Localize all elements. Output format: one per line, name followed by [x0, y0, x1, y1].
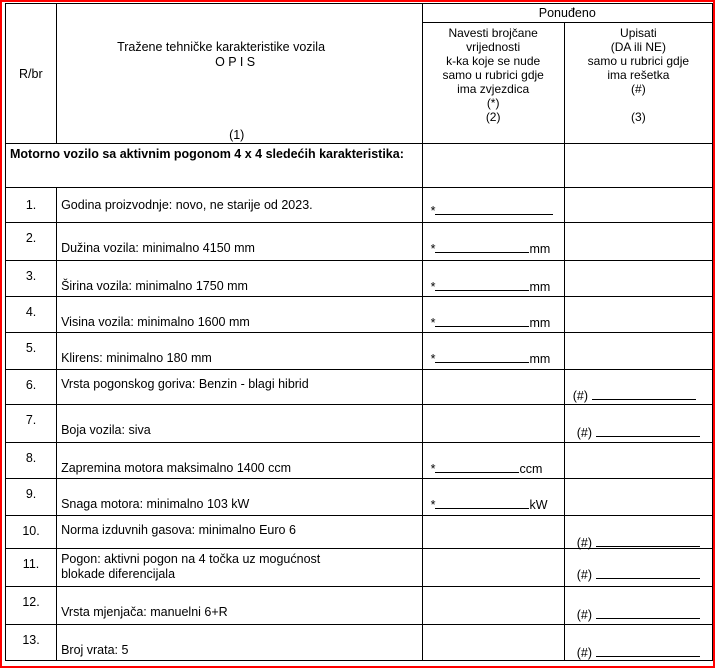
- unit-label: kW: [529, 498, 548, 512]
- col3-line: (3): [631, 110, 646, 124]
- row-description: Zapremina motora maksimalno 1400 ccm: [61, 461, 292, 475]
- rbr-header-cell: [6, 4, 57, 144]
- table-row: [6, 443, 713, 479]
- row-number-cell: [6, 188, 57, 223]
- row-number-cell: [6, 261, 57, 297]
- row-number: 4.: [25, 305, 37, 319]
- opis-title: Tražene tehničke karakteristike vozila: [117, 40, 326, 54]
- col2-line: k-ka koje se nude: [446, 54, 541, 68]
- ponudjeno-header: [422, 4, 712, 23]
- value-entry[interactable]: [431, 240, 551, 256]
- row-number-cell: [6, 516, 57, 549]
- row-number: 1.: [25, 198, 37, 212]
- row-number: 13.: [22, 633, 40, 647]
- row-number-cell: [6, 625, 57, 661]
- yesno-blank-line[interactable]: [596, 606, 700, 619]
- row-description-cell: [57, 479, 423, 516]
- row-description-cell: [57, 443, 423, 479]
- value-blank-line[interactable]: [435, 496, 529, 509]
- row-description: Širina vozila: minimalno 1750 mm: [61, 279, 248, 293]
- ponudjeno-label: Ponuđeno: [538, 6, 596, 20]
- col2-line: (*): [486, 96, 500, 110]
- col2-line: (2): [485, 110, 501, 124]
- col2-line: vrijednosti: [466, 40, 521, 54]
- table-row: [6, 587, 713, 625]
- table-row: [6, 549, 713, 587]
- yesno-entry[interactable]: [577, 606, 700, 622]
- row-number-cell: [6, 223, 57, 261]
- value-cell[interactable]: [422, 261, 564, 297]
- asterisk-marker: *: [430, 352, 436, 366]
- yesno-entry[interactable]: [577, 424, 700, 440]
- yesno-entry[interactable]: [573, 387, 696, 403]
- table-row: [6, 405, 713, 443]
- table-row: [6, 261, 713, 297]
- hash-marker: (#): [572, 389, 589, 403]
- section-title: Motorno vozilo sa aktivnim pogonom 4 x 4 sledećih karakteristika:: [6, 144, 423, 188]
- row-description: Boja vozila: siva: [61, 423, 151, 437]
- value-cell: [422, 625, 564, 661]
- table-row: [6, 479, 713, 516]
- yesno-blank-line[interactable]: [592, 387, 696, 400]
- value-cell[interactable]: [422, 223, 564, 261]
- row-number-cell: [6, 443, 57, 479]
- col2-line: ima zvjezdica: [457, 82, 530, 96]
- row-number-cell: [6, 549, 57, 587]
- yesno-cell[interactable]: [564, 587, 712, 625]
- yesno-blank-line[interactable]: [596, 566, 700, 579]
- value-cell: [422, 370, 564, 405]
- row-description-cell: [57, 261, 423, 297]
- row-description-cell: [57, 223, 423, 261]
- unit-label: mm: [529, 280, 551, 294]
- yesno-cell: [564, 223, 712, 261]
- row-number-cell: [6, 297, 57, 333]
- value-blank-line[interactable]: [435, 350, 529, 363]
- yesno-cell: [564, 479, 712, 516]
- row-number: 5.: [25, 341, 37, 355]
- value-blank-line[interactable]: [435, 202, 553, 215]
- yesno-entry[interactable]: [577, 566, 700, 582]
- row-number: 3.: [25, 269, 37, 283]
- yesno-cell[interactable]: [564, 370, 712, 405]
- row-number: 6.: [25, 378, 37, 392]
- value-blank-line[interactable]: [435, 460, 519, 473]
- yesno-cell[interactable]: [564, 549, 712, 587]
- value-entry[interactable]: [431, 350, 551, 366]
- col3-line: ima rešetka: [607, 68, 670, 82]
- row-description-cont: blokade diferencijala: [61, 567, 176, 581]
- rbr-header: R/br: [19, 67, 43, 81]
- row-description: Dužina vozila: minimalno 4150 mm: [61, 241, 255, 255]
- row-number-cell: [6, 370, 57, 405]
- row-number: 8.: [25, 451, 37, 465]
- asterisk-marker: *: [430, 462, 436, 476]
- col2-line: samo u rubrici gdje: [442, 68, 544, 82]
- value-entry[interactable]: [431, 460, 543, 476]
- yesno-cell: [564, 297, 712, 333]
- row-description-cell: [57, 405, 423, 443]
- col1-number: (1): [229, 128, 245, 142]
- value-cell[interactable]: [422, 333, 564, 370]
- row-description: Pogon: aktivni pogon na 4 točka uz mogućnost: [61, 552, 321, 566]
- col3-line: Upisati: [620, 26, 657, 40]
- row-description-cell: [57, 625, 423, 661]
- yesno-blank-line[interactable]: [596, 644, 700, 657]
- value-entry[interactable]: [431, 202, 554, 218]
- row-number: 2.: [25, 231, 37, 245]
- yesno-cell: [564, 333, 712, 370]
- asterisk-marker: *: [430, 316, 436, 330]
- yesno-blank-line[interactable]: [596, 424, 700, 437]
- row-number: 10.: [22, 524, 40, 538]
- unit-label: ccm: [519, 462, 543, 476]
- empty-cell: [564, 144, 712, 188]
- row-description-cell: [57, 549, 423, 587]
- asterisk-marker: *: [430, 242, 436, 256]
- table-row: [6, 333, 713, 370]
- value-blank-line[interactable]: [435, 278, 529, 291]
- yesno-cell: [564, 443, 712, 479]
- asterisk-marker: *: [430, 280, 436, 294]
- specification-table: [5, 3, 713, 661]
- opis-header-cell: [57, 4, 423, 144]
- row-number: 11.: [22, 557, 40, 571]
- col2-line: Navesti brojčane: [448, 26, 538, 40]
- row-number-cell: [6, 587, 57, 625]
- row-description-cell: [57, 297, 423, 333]
- value-blank-line[interactable]: [435, 314, 529, 327]
- row-description: Visina vozila: minimalno 1600 mm: [61, 315, 250, 329]
- value-cell[interactable]: [422, 479, 564, 516]
- col2-header: [422, 23, 564, 144]
- hash-marker: (#): [576, 646, 593, 660]
- col3-header: [564, 23, 712, 144]
- value-entry[interactable]: [431, 314, 551, 330]
- row-number-cell: [6, 405, 57, 443]
- unit-label: mm: [529, 352, 551, 366]
- yesno-cell[interactable]: [564, 625, 712, 661]
- hash-marker: (#): [576, 568, 593, 582]
- yesno-cell: [564, 188, 712, 223]
- row-description-cell: [57, 370, 423, 405]
- table-row: [6, 223, 713, 261]
- row-description: Broj vrata: 5: [61, 643, 129, 657]
- table-row: [6, 516, 713, 549]
- row-description-cell: [57, 188, 423, 223]
- col3-line: (DA ili NE): [610, 40, 667, 54]
- row-description: Godina proizvodnje: novo, ne starije od 2023.: [61, 198, 313, 212]
- value-cell: [422, 405, 564, 443]
- yesno-cell[interactable]: [564, 516, 712, 549]
- row-number: 9.: [25, 487, 37, 501]
- table-row: [6, 625, 713, 661]
- row-description: Vrsta mjenjača: manuelni 6+R: [61, 605, 228, 619]
- table-row: [6, 188, 713, 223]
- row-description: Snaga motora: minimalno 103 kW: [61, 497, 250, 511]
- hash-marker: (#): [576, 608, 593, 622]
- yesno-blank-line[interactable]: [596, 534, 700, 547]
- value-cell[interactable]: [422, 297, 564, 333]
- value-cell: [422, 587, 564, 625]
- unit-label: mm: [529, 242, 551, 256]
- col3-line: (#): [631, 82, 646, 96]
- row-description-cell: [57, 587, 423, 625]
- row-number-cell: [6, 479, 57, 516]
- row-description: Klirens: minimalno 180 mm: [61, 351, 212, 365]
- value-entry[interactable]: [431, 278, 551, 294]
- value-cell[interactable]: [422, 188, 564, 223]
- hash-marker: (#): [576, 426, 593, 440]
- row-description: Norma izduvnih gasova: minimalno Euro 6: [61, 523, 296, 537]
- table-row: [6, 297, 713, 333]
- row-description-cell: [57, 516, 423, 549]
- col3-line: [565, 96, 712, 110]
- opis-subtitle: O P I S: [215, 55, 256, 69]
- row-number-cell: [6, 333, 57, 370]
- hash-marker: (#): [576, 536, 593, 550]
- value-cell[interactable]: [422, 443, 564, 479]
- yesno-entry[interactable]: [577, 644, 700, 660]
- col3-line: samo u rubrici gdje: [587, 54, 690, 68]
- value-cell: [422, 549, 564, 587]
- value-cell: [422, 516, 564, 549]
- empty-cell: [422, 144, 564, 188]
- row-description: Vrsta pogonskog goriva: Benzin - blagi hibrid: [61, 377, 309, 391]
- unit-label: mm: [529, 316, 551, 330]
- value-entry[interactable]: [431, 496, 548, 512]
- row-description-cell: [57, 333, 423, 370]
- yesno-cell: [564, 261, 712, 297]
- row-number: 12.: [22, 595, 40, 609]
- table-row: [6, 370, 713, 405]
- row-number: 7.: [25, 413, 37, 427]
- asterisk-marker: *: [430, 498, 436, 512]
- yesno-cell[interactable]: [564, 405, 712, 443]
- value-blank-line[interactable]: [435, 240, 529, 253]
- asterisk-marker: *: [430, 204, 436, 218]
